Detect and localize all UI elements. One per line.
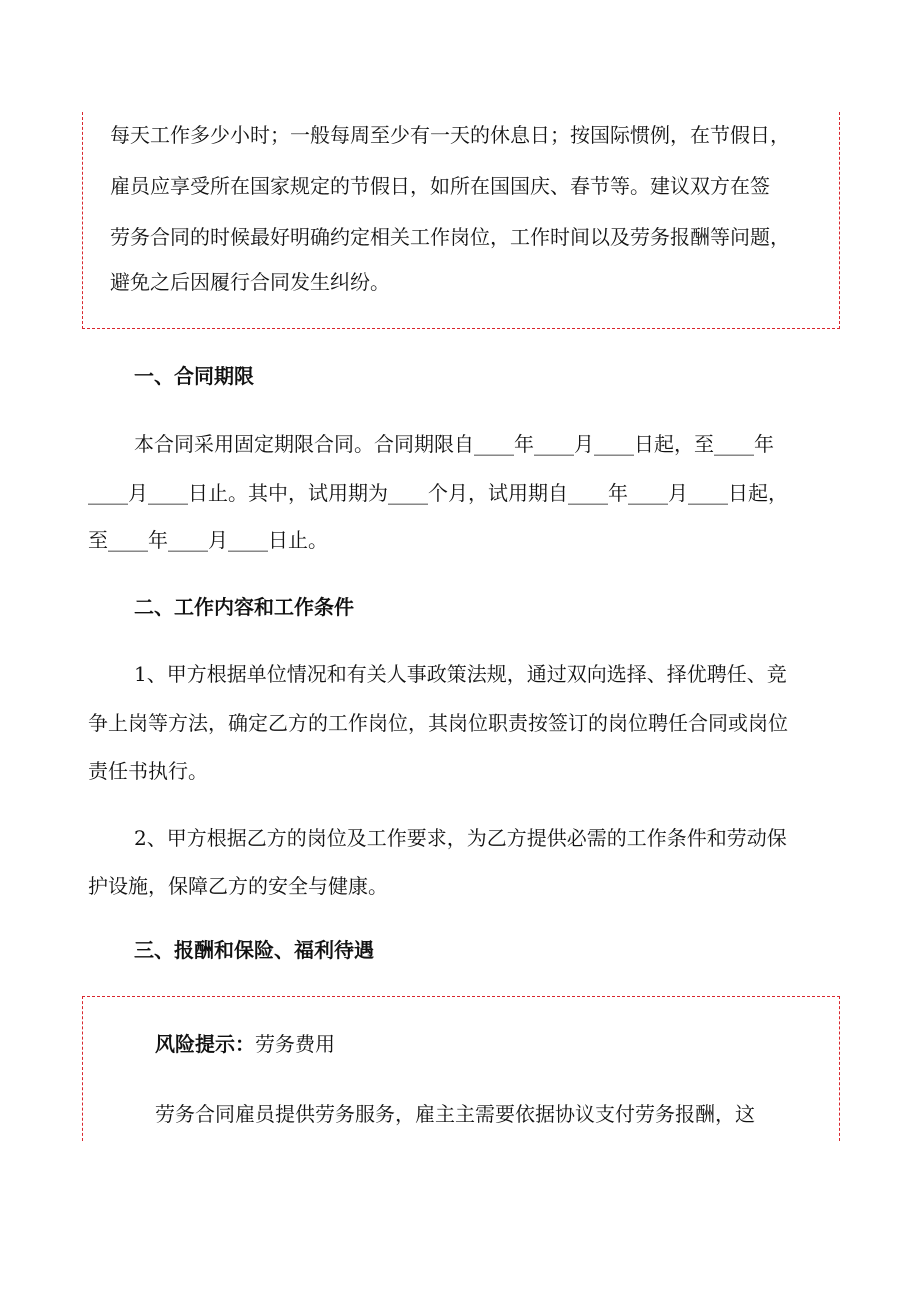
paragraph-line: 责任书执行。 (88, 759, 208, 783)
risk-tip-line: 避免之后因履行合同发生纠纷。 (110, 270, 390, 294)
risk-tip-line: 劳务合同雇员提供劳务服务，雇主主需要依据协议支付劳务报酬，这 (155, 1102, 755, 1126)
paragraph-line: 至____年____月____日止。 (88, 528, 328, 552)
paragraph-line: 争上岗等方法，确定乙方的工作岗位，其岗位职责按签订的岗位聘任合同或岗位 (88, 711, 788, 735)
section-heading: 二、工作内容和工作条件 (134, 595, 354, 619)
paragraph-line: 护设施，保障乙方的安全与健康。 (88, 874, 388, 898)
section-heading: 一、合同期限 (134, 364, 254, 388)
risk-tip-label: 风险提示： (155, 1032, 255, 1056)
risk-tip-line: 每天工作多少小时；一般每周至少有一天的休息日；按国际惯例，在节假日， (110, 123, 790, 147)
paragraph-line: ____月____日止。其中，试用期为____个月，试用期自____年____月____日起， (88, 481, 788, 505)
risk-tip-box-top (82, 112, 840, 329)
risk-tip-box-bottom (82, 996, 840, 1141)
risk-tip-topic: 劳务费用 (255, 1032, 335, 1056)
paragraph-line: 1、甲方根据单位情况和有关人事政策法规，通过双向选择、择优聘任、竞 (134, 662, 787, 686)
risk-tip-line: 雇员应享受所在国家规定的节假日，如所在国国庆、春节等。建议双方在签 (110, 174, 770, 198)
paragraph-line: 本合同采用固定期限合同。合同期限自____年____月____日起，至____年 (134, 432, 774, 456)
risk-tip-heading (155, 1032, 335, 1056)
section-heading: 三、报酬和保险、福利待遇 (134, 938, 374, 962)
risk-tip-line: 劳务合同的时候最好明确约定相关工作岗位，工作时间以及劳务报酬等问题， (110, 225, 790, 249)
paragraph-line: 2、甲方根据乙方的岗位及工作要求，为乙方提供必需的工作条件和劳动保 (134, 826, 787, 850)
